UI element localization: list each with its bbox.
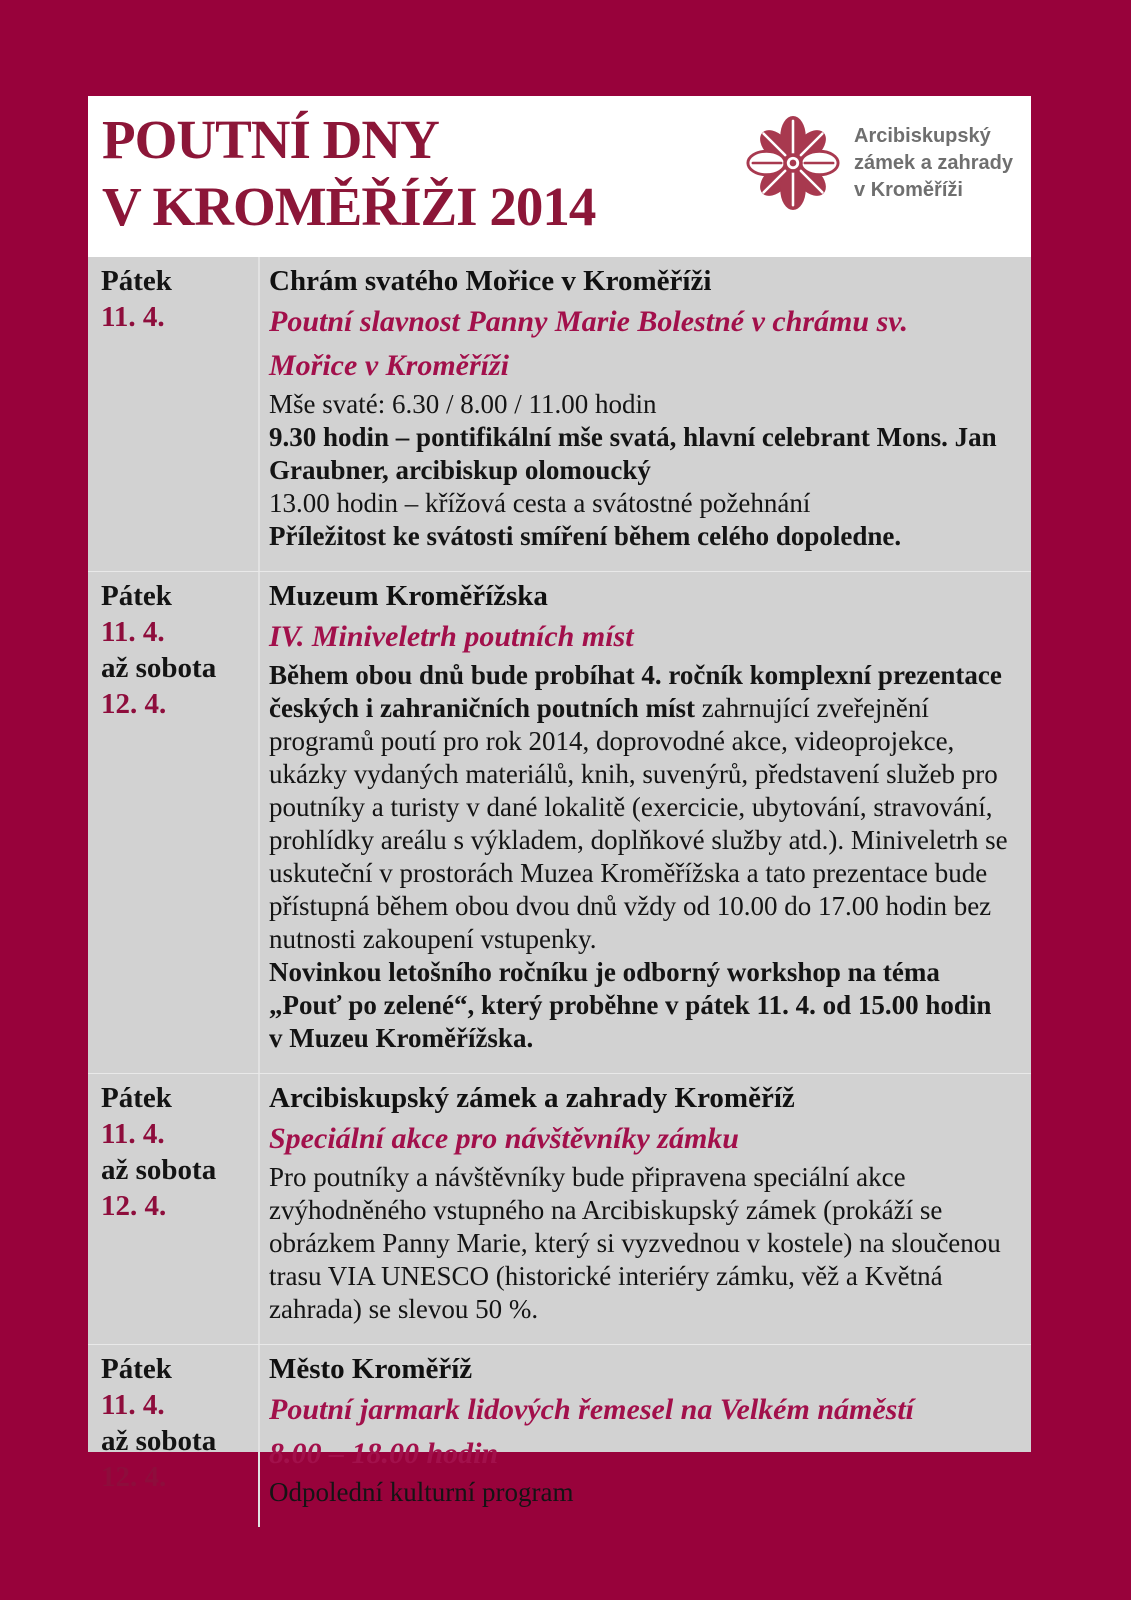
event-date: Pátek [101,1353,172,1385]
event-title-line: Speciální akce pro návštěvníky zámku [269,1122,739,1155]
event-row [88,1344,1031,1527]
event-title [269,1117,1011,1161]
event-title [269,615,1011,659]
event-title-line: 8.00 – 18.00 hodin [269,1437,499,1470]
event-description [269,1476,1011,1509]
event-content-column [260,1345,1031,1527]
event-date: 12. 4. [101,1190,167,1222]
event-date: Pátek [101,580,172,612]
event-table [88,257,1031,1507]
event-content-column [260,1074,1031,1344]
poster-header [88,96,1031,257]
event-description-segment: Pro poutníky a návštěvníky bude připravena speciální akce zvýhodněného vstupného na Arcibiskupský zámek (prokáží se obrázkem Panny Marie, který si vyzvednou v kostele) na sloučenou trasu VIA UNESCO (historické interiéry zámku, věž a Květná zahrada) se slevou 50 %. [269,1162,1001,1324]
event-title [269,1388,1011,1476]
event-description-segment: Příležitost ke svátosti smíření během celého dopoledne. [269,521,902,551]
venue-name: Chrám svatého Mořice v Kroměříži [269,265,712,297]
logo-text-line2: zámek a zahrady [854,151,1013,174]
logo-text-line1: Arcibiskupský [854,124,991,147]
event-description [269,956,1011,1055]
event-title-line: Poutní jarmark lidových řemesel na Velkém náměstí [269,1393,914,1426]
event-date-column [88,1074,260,1344]
event-description-segment: Novinkou letošního ročníku je odborný workshop na téma „Pouť po zelené“, který proběhne v pátek 11. 4. od 15.00 hodin v Muzeu Kroměřížska. [269,957,992,1053]
event-row [88,571,1031,1073]
venue-name: Muzeum Kroměřížska [269,580,548,612]
event-description-segment: Odpolední kulturní program [269,1477,574,1507]
poster-sheet [88,96,1031,1507]
event-date-column [88,572,260,1073]
event-date: Pátek [101,1082,172,1114]
event-title-line: IV. Miniveletrh poutních míst [269,620,634,653]
event-content-column [260,257,1031,571]
archbishop-chateau-logo [744,114,1013,212]
venue-name: Arcibiskupský zámek a zahrady Kroměříž [269,1082,795,1114]
event-date-column [88,257,260,571]
event-row [88,257,1031,571]
event-description [269,520,1011,553]
event-date-column [88,1345,260,1527]
poster-title [102,106,595,240]
event-content-column [260,572,1031,1073]
event-description [269,1161,1011,1326]
event-description [269,388,1011,421]
poster-title-line1: POUTNÍ DNY [102,109,439,170]
event-description [269,421,1011,487]
event-description-segment: 13.00 hodin – křížová cesta a svátostné požehnání [269,488,811,518]
venue-name: Město Kroměříž [269,1353,473,1385]
event-description [269,487,1011,520]
event-description-segment: zahrnující zveřejnění programů poutí pro rok 2014, doprovodné akce, videoprojekce, ukázky vydaných materiálů, knih, suvenýrů, představení služeb pro poutníky a turisty v dané lokalitě (exercicie, ubytování, stravování, prohlídky areálu s výkladem, doplňkové služby atd.). Miniveletrh se uskuteční v prostorách Muzea Kroměřížska a tato prezentace bude přístupná během obou dvou dnů vždy od 10.00 do 17.00 hodin bez nutnosti zakoupení vstupenky. [269,693,1008,954]
event-description [269,659,1011,956]
poster-title-line2: V KROMĚŘÍŽI 2014 [102,176,596,237]
event-description-segment: Během obou dnů bude probíhat 4. ročník komplexní prezentace českých i zahraničních poutních míst [269,660,1002,723]
event-date: 11. 4. [101,616,165,648]
logo-text [854,123,1013,204]
flower-rosette-icon [744,114,842,212]
event-title-line: Mořice v Kroměříži [269,349,509,382]
event-date: 12. 4. [101,688,167,720]
event-date: až sobota [101,652,217,684]
logo-text-line3: v Kroměříži [854,178,963,201]
event-date: 11. 4. [101,1389,165,1421]
event-title [269,300,1011,388]
event-date: Pátek [101,265,172,297]
event-date: až sobota [101,1425,217,1457]
event-row [88,1073,1031,1344]
event-date: 11. 4. [101,301,165,333]
event-description-segment: 9.30 hodin – pontifikální mše svatá, hlavní celebrant Mons. Jan Graubner, arcibiskup olomoucký [269,422,997,485]
event-date: až sobota [101,1154,217,1186]
event-title-line: Poutní slavnost Panny Marie Bolestné v chrámu sv. [269,305,908,338]
event-date: 12. 4. [101,1461,167,1493]
event-description-segment: Mše svaté: 6.30 / 8.00 / 11.00 hodin [269,389,657,419]
event-date: 11. 4. [101,1118,165,1150]
